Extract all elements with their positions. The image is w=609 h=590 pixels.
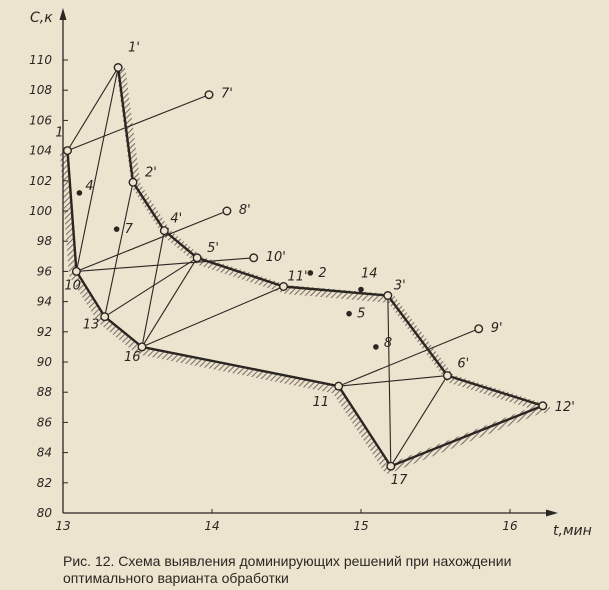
- node-label: 6': [457, 356, 470, 372]
- x-tick-label: 14: [204, 519, 220, 533]
- dominated-point-marker: [373, 344, 379, 350]
- node-label: 11': [287, 269, 308, 285]
- node-label: 11: [312, 395, 330, 411]
- y-tick-label: 92: [36, 324, 52, 339]
- node-8p: [223, 203, 251, 218]
- boundary-hatch: [64, 154, 539, 470]
- node-3p: [384, 279, 406, 300]
- node-5: [346, 307, 365, 322]
- dominated-point-marker: [114, 226, 120, 232]
- edge-13-5p: [105, 258, 197, 317]
- y-tick-label: 104: [29, 143, 52, 158]
- open-node-marker: [73, 268, 81, 276]
- edge-1-7p: [67, 95, 209, 151]
- dominated-point-marker: [308, 270, 314, 276]
- y-tick-label: 102: [29, 173, 52, 188]
- node-7p: [205, 87, 233, 102]
- x-axis-arrow: [546, 510, 558, 517]
- open-node-marker: [387, 462, 395, 470]
- node-label: 13: [82, 317, 100, 333]
- open-node-marker: [280, 283, 288, 291]
- node-label: 10: [64, 278, 81, 294]
- node-label: 7': [221, 86, 233, 102]
- edge-2p-13: [105, 182, 133, 316]
- node-label: 2': [145, 165, 157, 181]
- node-1p: [114, 41, 140, 72]
- y-tick-label: 88: [36, 385, 52, 400]
- node-4: [77, 179, 94, 196]
- node-label: 4: [85, 178, 94, 194]
- dominated-point-marker: [346, 311, 352, 317]
- node-label: 1: [55, 125, 64, 141]
- open-node-marker: [64, 147, 72, 155]
- y-tick-label: 106: [29, 113, 52, 128]
- open-node-marker: [444, 372, 452, 380]
- node-label: 4': [170, 211, 183, 227]
- y-tick-label: 86: [36, 415, 52, 430]
- open-node-marker: [384, 292, 392, 300]
- node-label: 12': [554, 399, 575, 415]
- y-axis-title: С,к: [30, 10, 53, 26]
- y-axis-arrow: [60, 8, 67, 20]
- y-tick-label: 100: [29, 204, 52, 218]
- node-10p: [250, 250, 286, 265]
- x-tick-label: 13: [55, 519, 71, 533]
- node-7: [114, 222, 134, 237]
- open-node-marker: [539, 402, 547, 410]
- open-node-marker: [129, 179, 137, 187]
- node-label: 1': [128, 40, 140, 56]
- y-tick-label: 90: [36, 355, 52, 369]
- node-label: 16: [123, 349, 141, 365]
- y-tick-label: 110: [29, 53, 52, 67]
- y-tick-label: 94: [36, 294, 52, 309]
- y-tick-label: 80: [36, 506, 52, 520]
- open-node-marker: [161, 227, 169, 235]
- node-label: 10': [265, 249, 286, 265]
- node-14: [358, 267, 377, 293]
- node-2: [308, 266, 327, 281]
- open-node-marker: [475, 325, 483, 333]
- open-node-marker: [101, 313, 109, 321]
- dominant-boundary-line: [67, 151, 542, 467]
- open-node-marker: [205, 91, 213, 99]
- edge-1p-10: [76, 68, 118, 272]
- node-label: 5: [357, 306, 366, 322]
- y-tick-label: 82: [36, 475, 52, 490]
- x-axis-title: t,мин: [553, 523, 592, 539]
- node-label: 14: [361, 266, 378, 282]
- node-1: [55, 126, 71, 155]
- open-node-marker: [223, 207, 231, 215]
- open-node-marker: [193, 254, 201, 262]
- dominated-point-marker: [77, 190, 83, 196]
- node-8: [373, 336, 392, 351]
- node-label: 8: [383, 335, 393, 351]
- node-label: 2: [318, 265, 327, 281]
- edge-16-11p: [142, 287, 284, 347]
- y-tick-label: 84: [36, 445, 52, 460]
- y-tick-label: 96: [36, 264, 52, 279]
- dominated-point-marker: [358, 287, 364, 293]
- node-label: 17: [390, 473, 408, 489]
- y-tick-label: 108: [29, 83, 52, 98]
- node-label: 9': [490, 320, 503, 336]
- y-tick-label: 98: [36, 234, 52, 249]
- edge-1-1p: [67, 68, 118, 151]
- open-node-marker: [250, 254, 258, 262]
- edge-11-6p: [339, 376, 448, 387]
- node-label: 8': [238, 203, 251, 218]
- x-tick-label: 16: [502, 519, 518, 533]
- graph-edges: [67, 68, 542, 467]
- open-node-marker: [335, 382, 343, 390]
- node-label: 3': [393, 278, 406, 294]
- figure-caption: Рис. 12. Схема выявления доминирующих решений при нахождении оптимального варианта обработки: [63, 553, 512, 586]
- node-label: 5': [207, 240, 219, 256]
- node-9p: [475, 321, 503, 336]
- open-node-marker: [114, 64, 122, 72]
- x-tick-label: 15: [353, 519, 369, 533]
- node-label: 7: [124, 222, 133, 238]
